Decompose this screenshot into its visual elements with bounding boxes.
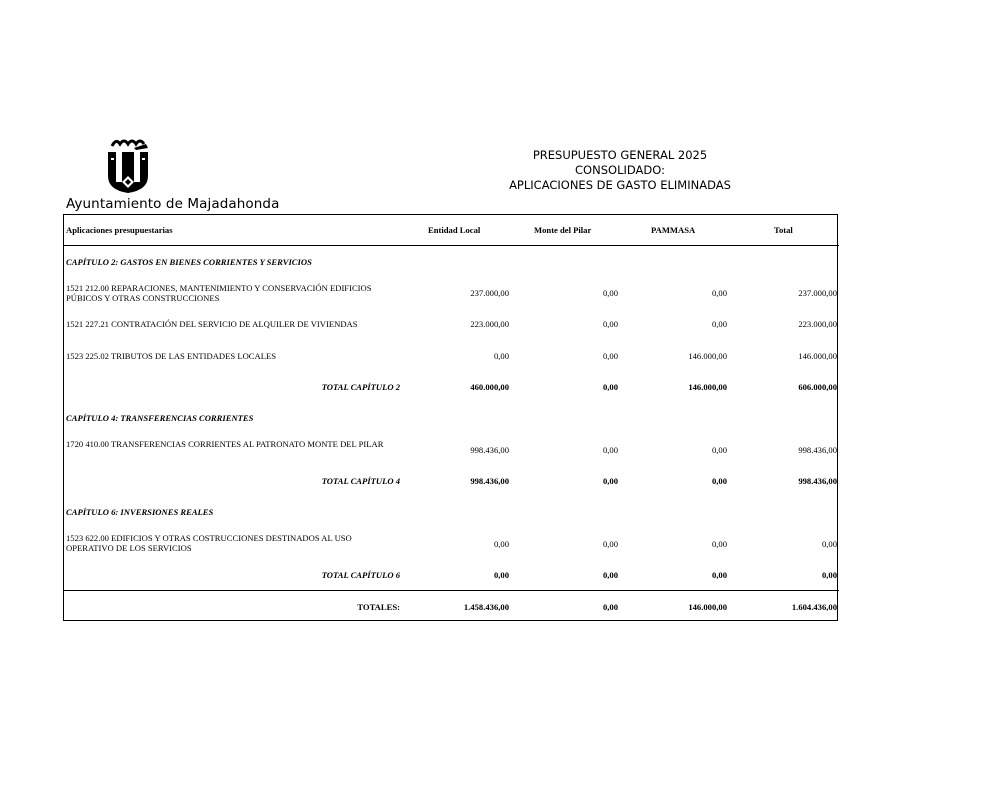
- chapter-total-label: TOTAL CAPÍTULO 6: [321, 570, 400, 580]
- chapter-title: CAPÍTULO 2: GASTOS EN BIENES CORRIENTES Y SERVICIOS: [66, 257, 312, 267]
- table-cell-total: 223.000,00: [798, 319, 837, 329]
- table-row-description: 1521 227.21 CONTRATACIÓN DEL SERVICIO DE ALQUILER DE VIVIENDAS: [66, 319, 358, 329]
- chapter-total-monte: 0,00: [602, 476, 618, 486]
- table-cell-total: 146.000,00: [798, 351, 837, 361]
- chapter-total-monte: 0,00: [602, 382, 618, 392]
- header-divider: [63, 245, 839, 246]
- column-header-total: Total: [774, 225, 793, 235]
- table-cell-total: 0,00: [821, 539, 837, 549]
- table-cell-entidad: 237.000,00: [470, 288, 509, 298]
- table-cell-total: 237.000,00: [798, 288, 837, 298]
- chapter-total-pammasa: 0,00: [711, 476, 727, 486]
- table-row-description: 1523 622.00 EDIFICIOS Y OTRAS COSTRUCCIONES DESTINADOS AL USO OPERATIVO DE LOS SERVICIOS: [66, 533, 352, 553]
- chapter-total-entidad: 998.436,00: [470, 476, 509, 486]
- chapter-total-total: 606.000,00: [798, 382, 837, 392]
- table-cell-entidad: 998.436,00: [470, 445, 509, 455]
- table-row-description: 1521 212.00 REPARACIONES, MANTENIMIENTO Y CONSERVACIÓN EDIFICIOS PÚBICOS Y OTRAS CONSTRUCCIONES: [66, 283, 372, 303]
- table-cell-entidad: 0,00: [493, 539, 509, 549]
- grand-total-total: 1.604.436,00: [791, 602, 837, 612]
- municipality-name: Ayuntamiento de Majadahonda: [66, 196, 280, 212]
- consolidated-label: CONSOLIDADO:: [575, 163, 665, 177]
- table-cell-monte: 0,00: [602, 445, 618, 455]
- table-cell-pammasa: 0,00: [711, 288, 727, 298]
- table-cell-monte: 0,00: [602, 319, 618, 329]
- document-title-block: [470, 148, 770, 193]
- budget-title: PRESUPUESTO GENERAL 2025: [532, 148, 708, 162]
- column-header-pammasa: PAMMASA: [651, 225, 696, 235]
- column-header-applications: Aplicaciones presupuestarias: [66, 225, 173, 235]
- column-header-entidad-local: Entidad Local: [428, 225, 481, 235]
- chapter-total-entidad: 0,00: [493, 570, 509, 580]
- majadahonda-coat-of-arms-logo: [104, 136, 152, 194]
- chapter-total-monte: 0,00: [602, 570, 618, 580]
- chapter-title: CAPÍTULO 6: INVERSIONES REALES: [66, 507, 214, 517]
- chapter-total-label: TOTAL CAPÍTULO 4: [321, 476, 400, 486]
- chapter-total-label: TOTAL CAPÍTULO 2: [321, 382, 400, 392]
- table-cell-monte: 0,00: [602, 351, 618, 361]
- totals-divider: [63, 590, 839, 591]
- table-cell-pammasa: 0,00: [711, 445, 727, 455]
- column-header-monte-del-pilar: Monte del Pilar: [534, 225, 592, 235]
- table-row-description: 1720 410.00 TRANSFERENCIAS CORRIENTES AL PATRONATO MONTE DEL PILAR: [66, 439, 384, 449]
- chapter-total-pammasa: 0,00: [711, 570, 727, 580]
- grand-total-entidad: 1.458.436,00: [463, 602, 509, 612]
- chapter-total-entidad: 460.000,00: [470, 382, 509, 392]
- table-cell-monte: 0,00: [602, 288, 618, 298]
- table-cell-entidad: 223.000,00: [470, 319, 509, 329]
- table-cell-entidad: 0,00: [493, 351, 509, 361]
- table-cell-monte: 0,00: [602, 539, 618, 549]
- grand-total-pammasa: 146.000,00: [688, 602, 727, 612]
- chapter-total-total: 0,00: [821, 570, 837, 580]
- chapter-title: CAPÍTULO 4: TRANSFERENCIAS CORRIENTES: [66, 413, 254, 423]
- grand-total-monte: 0,00: [602, 602, 618, 612]
- table-cell-pammasa: 146.000,00: [688, 351, 727, 361]
- chapter-total-pammasa: 146.000,00: [688, 382, 727, 392]
- table-cell-total: 998.436,00: [798, 445, 837, 455]
- table-row-description: 1523 225.02 TRIBUTOS DE LAS ENTIDADES LOCALES: [66, 351, 276, 361]
- grand-total-label: TOTALES:: [357, 602, 400, 612]
- table-cell-pammasa: 0,00: [711, 539, 727, 549]
- chapter-total-total: 998.436,00: [798, 476, 837, 486]
- eliminated-applications-title: APLICACIONES DE GASTO ELIMINADAS: [509, 178, 731, 192]
- table-cell-pammasa: 0,00: [711, 319, 727, 329]
